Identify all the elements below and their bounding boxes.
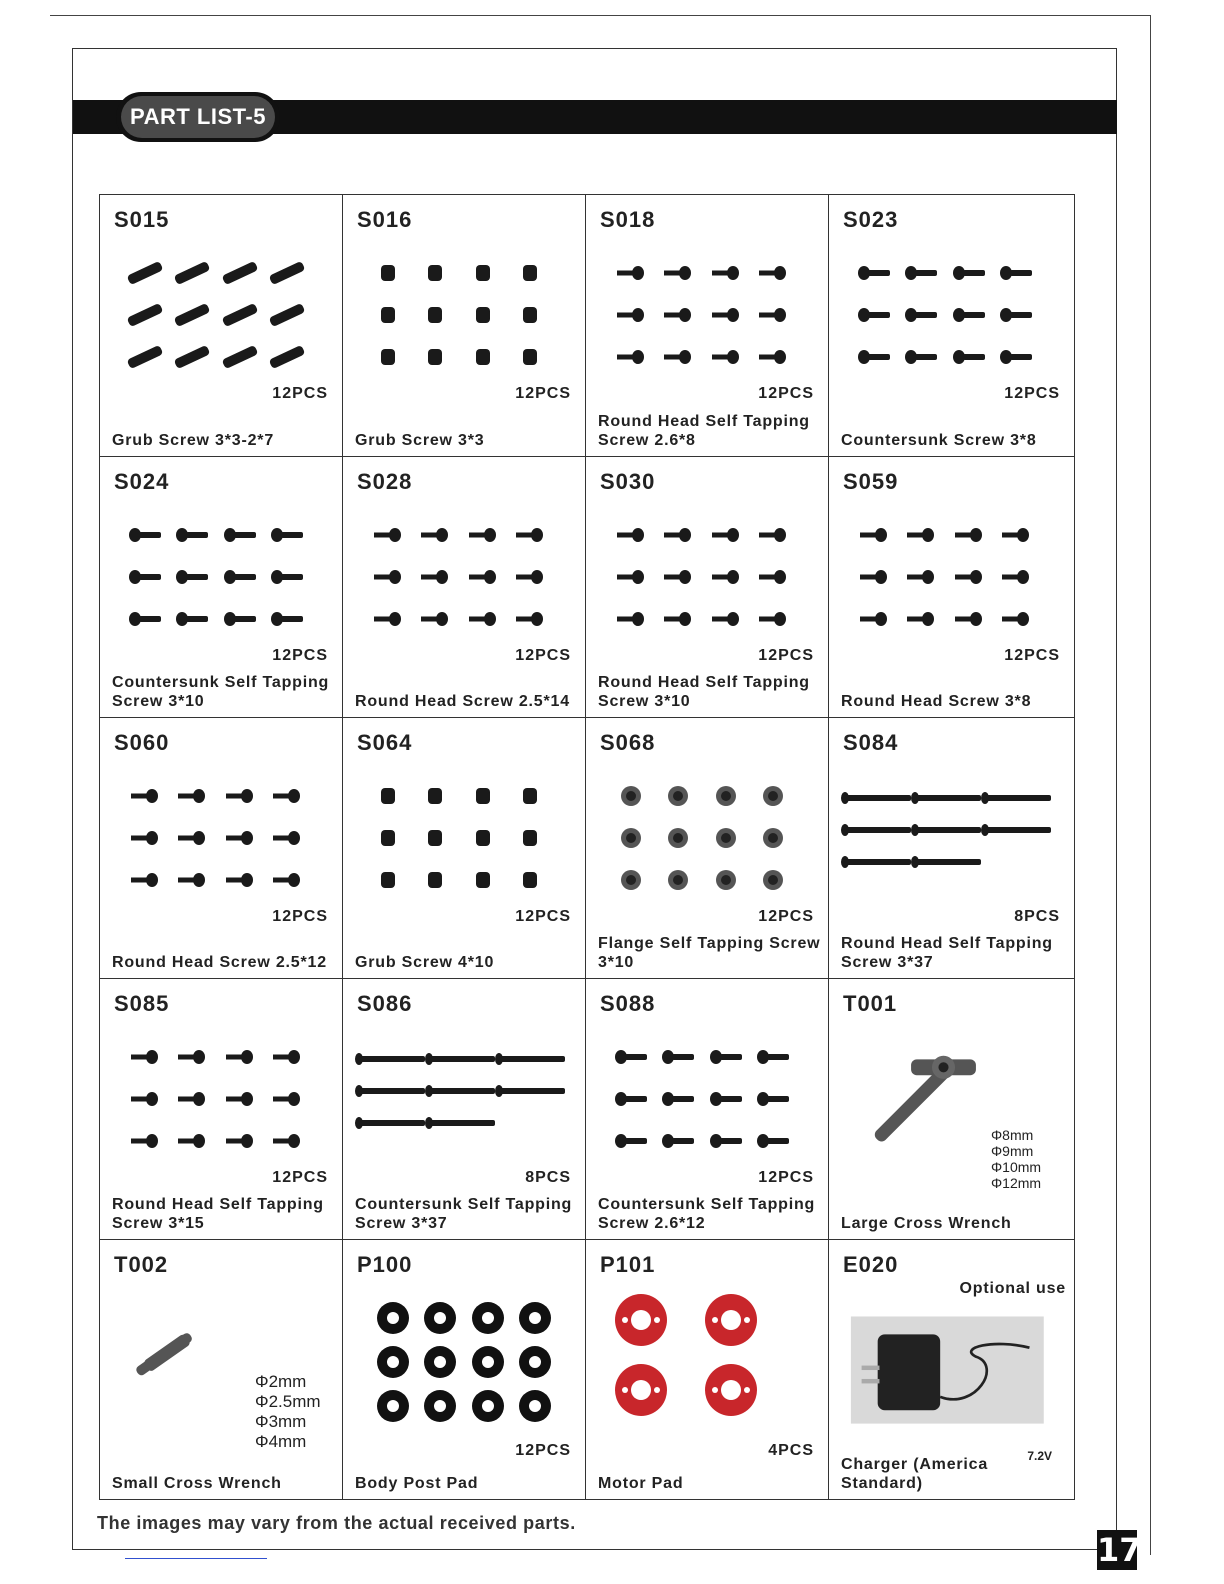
part-cell-s084	[829, 718, 1074, 979]
part-name: Round Head Screw 3*8	[841, 693, 1032, 710]
part-code: S028	[357, 469, 413, 494]
part-quantity: 12PCS	[1004, 647, 1060, 664]
part-cell-s024	[100, 457, 343, 718]
part-code: S015	[114, 207, 170, 232]
part-cell-s064	[343, 718, 586, 979]
round-head-screw-icon	[110, 1029, 332, 1169]
part-name: Round Head Screw 2.5*14	[355, 693, 570, 710]
part-code: T002	[114, 1252, 169, 1277]
part-code: S059	[843, 469, 899, 494]
part-name: Round Head Self Tapping Screw 3*15	[112, 1196, 324, 1232]
countersunk-screw-icon	[596, 1029, 818, 1169]
page-title: PART LIST-5	[121, 96, 275, 138]
part-name: Countersunk Self Tapping Screw 3*37	[355, 1196, 573, 1232]
countersunk-screw-icon	[839, 245, 1061, 385]
part-code: S085	[114, 991, 170, 1016]
part-code: T001	[843, 991, 898, 1016]
part-name: Body Post Pad	[355, 1475, 479, 1492]
part-quantity: 12PCS	[758, 647, 814, 664]
round-head-screw-icon	[596, 507, 818, 647]
part-quantity: 12PCS	[272, 908, 328, 925]
part-quantity: 12PCS	[758, 1169, 814, 1186]
part-code: S018	[600, 207, 656, 232]
part-quantity: 8PCS	[1014, 908, 1060, 925]
motor-pad-icon	[596, 1290, 818, 1430]
part-quantity: 12PCS	[272, 1169, 328, 1186]
part-quantity: 12PCS	[515, 908, 571, 925]
part-name: Round Head Screw 2.5*12	[112, 954, 327, 971]
grub-screw-long-icon	[110, 245, 332, 385]
part-code: S016	[357, 207, 413, 232]
part-code: S088	[600, 991, 656, 1016]
footer-note: The images may vary from the actual received parts.	[97, 1513, 576, 1533]
part-name: Countersunk Self Tapping Screw 2.6*12	[598, 1196, 816, 1232]
optional-note: Optional use	[959, 1280, 1066, 1297]
part-cell-s018	[586, 195, 829, 457]
part-quantity: 12PCS	[272, 647, 328, 664]
round-head-screw-icon	[839, 507, 1061, 647]
part-name: Grub Screw 3*3	[355, 432, 485, 449]
part-cell-s059	[829, 457, 1074, 718]
page-number: 17	[1097, 1531, 1142, 1569]
part-name: Motor Pad	[598, 1475, 684, 1492]
part-name: Round Head Self Tapping Screw 3*37	[841, 935, 1053, 971]
part-cell-s030	[586, 457, 829, 718]
part-cell-t001	[829, 979, 1074, 1240]
part-cell-s085	[100, 979, 343, 1240]
part-name: Round Head Self Tapping Screw 2.6*8	[598, 413, 810, 449]
wrench-size: Φ12mm	[991, 1175, 1042, 1191]
part-code: S068	[600, 730, 656, 755]
part-name: Grub Screw 4*10	[355, 954, 495, 971]
part-code: S024	[114, 469, 170, 494]
part-cell-p100	[343, 1240, 586, 1499]
top-rule	[50, 15, 1150, 16]
countersunk-screw-icon	[110, 507, 332, 647]
parts-grid	[99, 194, 1075, 1500]
part-name: Small Cross Wrench	[112, 1475, 282, 1492]
part-cell-s028	[343, 457, 586, 718]
part-name: Countersunk Self Tapping Screw 3*10	[112, 674, 330, 710]
long-screw-icon	[353, 1029, 575, 1169]
part-cell-s068	[586, 718, 829, 979]
footer-link-underline	[125, 1558, 267, 1559]
wrench-size: Φ4mm	[255, 1432, 307, 1451]
wrench-size: Φ10mm	[991, 1159, 1042, 1175]
charger-icon	[839, 1312, 1061, 1437]
wrench-size: Φ2mm	[255, 1372, 307, 1391]
wrench-size: Φ2.5mm	[255, 1392, 321, 1411]
part-code: P101	[600, 1252, 656, 1277]
part-name: Flange Self Tapping Screw 3*10	[598, 935, 821, 971]
part-quantity: 4PCS	[768, 1442, 814, 1459]
part-name: Large Cross Wrench	[841, 1215, 1012, 1232]
part-code: E020	[843, 1252, 899, 1277]
part-cell-t002	[100, 1240, 343, 1499]
part-name: Round Head Self Tapping Screw 3*10	[598, 674, 810, 710]
grub-screw-short-icon	[353, 768, 575, 908]
part-code: S023	[843, 207, 899, 232]
part-cell-s023	[829, 195, 1074, 457]
part-quantity: 12PCS	[758, 385, 814, 402]
body-post-pad-icon	[353, 1290, 575, 1430]
part-cell-s016	[343, 195, 586, 457]
small-cross-wrench-icon	[110, 1290, 270, 1430]
part-quantity: 8PCS	[525, 1169, 571, 1186]
flange-screw-icon	[596, 768, 818, 908]
part-cell-s015	[100, 195, 343, 457]
large-cross-wrench-icon	[839, 1029, 999, 1169]
right-rule	[1150, 15, 1151, 1555]
part-name: Countersunk Screw 3*8	[841, 432, 1037, 449]
wrench-sizes	[255, 1372, 321, 1452]
part-quantity: 12PCS	[1004, 385, 1060, 402]
grub-screw-short-icon	[353, 245, 575, 385]
part-cell-s088	[586, 979, 829, 1240]
part-code: S030	[600, 469, 656, 494]
part-code: S084	[843, 730, 899, 755]
round-head-screw-icon	[596, 245, 818, 385]
wrench-size: Φ3mm	[255, 1412, 307, 1431]
wrench-sizes	[991, 1127, 1041, 1191]
part-quantity: 12PCS	[515, 1442, 571, 1459]
wrench-size: Φ9mm	[991, 1143, 1034, 1159]
round-head-screw-icon	[353, 507, 575, 647]
part-code: S086	[357, 991, 413, 1016]
part-code: S064	[357, 730, 413, 755]
part-name: Charger (America Standard)	[841, 1456, 989, 1492]
part-cell-e020	[829, 1240, 1074, 1499]
part-cell-p101	[586, 1240, 829, 1499]
part-cell-s086	[343, 979, 586, 1240]
round-head-screw-icon	[110, 768, 332, 908]
part-code: S060	[114, 730, 170, 755]
part-code: P100	[357, 1252, 413, 1277]
wrench-size: Φ8mm	[991, 1127, 1034, 1143]
part-quantity: 12PCS	[515, 385, 571, 402]
part-quantity: 12PCS	[515, 647, 571, 664]
part-name: Grub Screw 3*3-2*7	[112, 432, 275, 449]
part-quantity: 12PCS	[758, 908, 814, 925]
part-quantity: 12PCS	[272, 385, 328, 402]
part-cell-s060	[100, 718, 343, 979]
charger-voltage: 7.2V	[1027, 1449, 1052, 1463]
long-screw-icon	[839, 768, 1061, 908]
